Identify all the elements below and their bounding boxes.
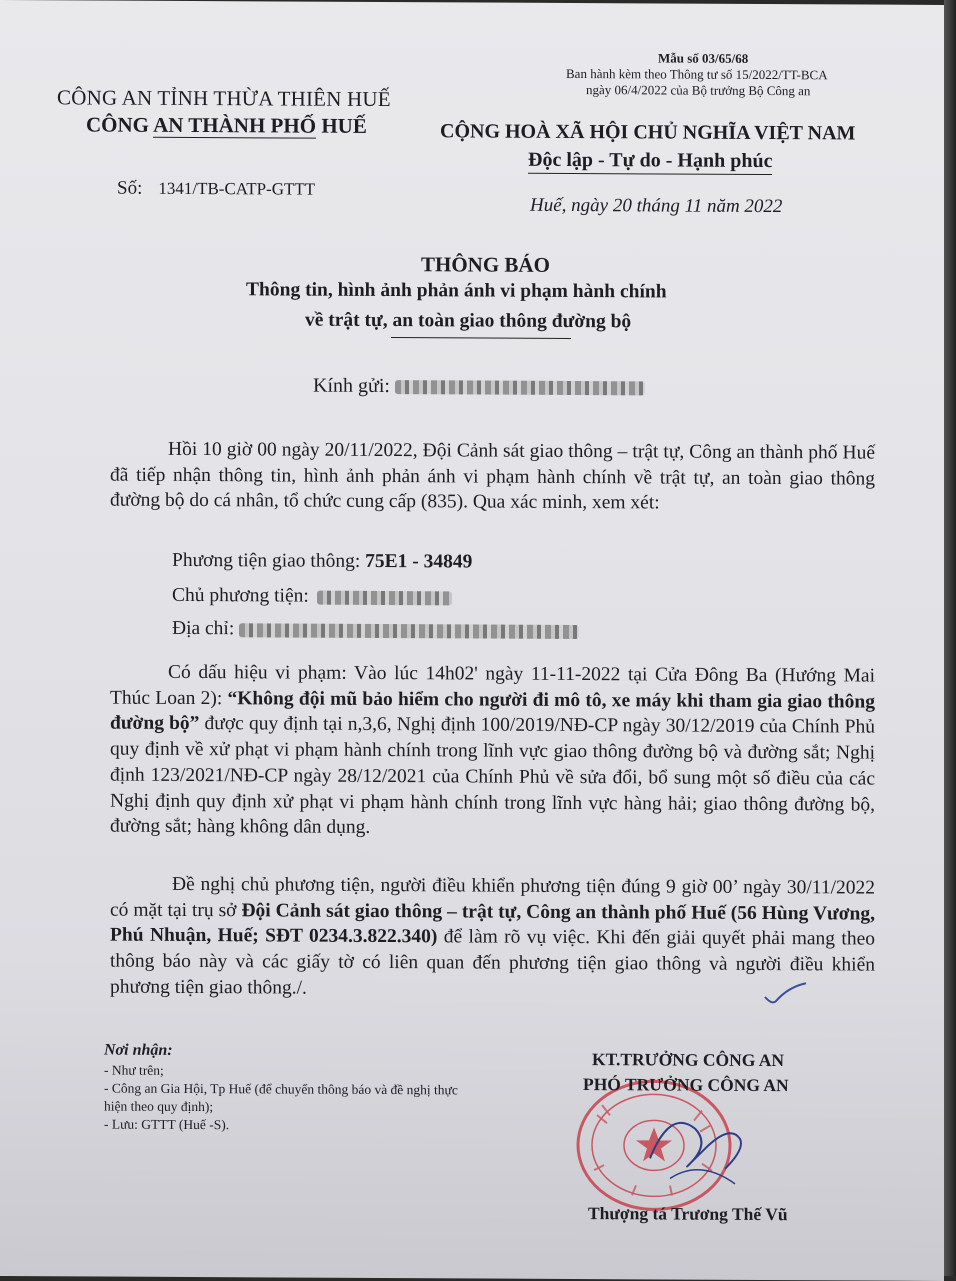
office-address: Đội Cảnh sát giao thông – trật tự, Công an thành phố Huế (56 Hùng Vương, Phú Nhuận, Huế; SĐT 0234.3.822.340)	[110, 899, 875, 948]
vehicle-plate: 75E1 - 34849	[365, 550, 473, 573]
recipients-heading: Nơi nhận:	[104, 1041, 173, 1059]
document-subtitle-line1: Thông tin, hình ảnh phản ánh vi phạm hành chính	[246, 279, 667, 303]
signature-title-line1: KT.TRƯỞNG CÔNG AN	[592, 1049, 785, 1071]
address-label: Địa chỉ:	[172, 617, 240, 640]
org-unit: CÔNG AN THÀNH PHỐ HUẾ	[86, 112, 367, 138]
nation-title: CỘNG HOÀ XÃ HỘI CHỦ NGHĨA VIỆT NAM	[440, 120, 856, 145]
redacted-address	[239, 623, 579, 639]
place-date: Huế, ngày 20 tháng 11 năm 2022	[530, 194, 783, 218]
recipients-item: - Công an Gia Hội, Tp Huế (để chuyển thông báo và đề nghị thực hiện theo quy định);	[104, 1080, 458, 1115]
document-number-label: Số:	[117, 177, 143, 199]
signature-title-line2: PHÓ TRƯỞNG CÔNG AN	[583, 1074, 789, 1096]
recipient-line	[313, 375, 645, 400]
recipient-label: Kính gửi:	[313, 374, 395, 398]
recipients-list	[104, 1062, 484, 1136]
address-line	[172, 618, 579, 642]
owner-label: Chủ phương tiện:	[172, 584, 309, 607]
recipients-item: - Lưu: GTTT (Huế -S).	[104, 1116, 230, 1133]
request-paragraph: Đề nghị chủ phương tiện, người điều khiển phương tiện đúng 9 giờ 00’ ngày 30/11/2022 có mặt tại trụ sở Đội Cảnh sát giao thông – trật tự, Công an thành phố Huế (56 Hùng Vương, Phú Nhuận, Huế; SĐT 0234.3.822.340) để làm rõ vụ việc. Khi đến giải quyết phải mang theo thông báo này và các giấy tờ có liên quan đến phương tiện giao thông và người điều khiển phương tiện giao thông./.	[110, 873, 875, 999]
redacted-owner	[317, 590, 452, 605]
recipients-item: - Như trên;	[104, 1062, 164, 1078]
document-number	[117, 178, 315, 201]
owner-line	[172, 585, 452, 608]
vehicle-line	[172, 550, 472, 574]
violation-paragraph: Có dấu hiệu vi phạm: Vào lúc 14h02' ngày 11-11-2022 tại Cửa Đông Ba (Hướng Mai Thúc Loan 2): “Không đội mũ bảo hiểm cho người đi mô tô, xe máy khi tham gia giao thông đường bộ” được quy định tại n,3,6, Nghị định 100/2019/NĐ-CP ngày 30/12/2019 của Chính Phủ quy định về xử phạt vi phạm hành chính trong lĩnh vực giao thông đường bộ và đường sắt; Nghị định 123/2021/NĐ-CP ngày 28/12/2021 của Chính Phủ về sửa đổi, bổ sung một số điều của các Nghị định quy định xử phạt vi phạm hành chính trong lĩnh vực hàng hải; giao thông đường bộ, đường sắt; hàng không dân dụng.	[110, 661, 876, 839]
body-paragraph-1: Hồi 10 giờ 00 ngày 20/11/2022, Đội Cảnh sát giao thông – trật tự, Công an thành phố Huế đã tiếp nhận thông tin, hình ảnh phản ánh vi phạm hành chính về trật tự, an toàn giao thông đường bộ do cá nhân, tổ chức cung cấp (835). Qua xác minh, xem xét:	[110, 438, 875, 514]
subtitle-underline	[391, 337, 571, 339]
form-issuance-line2: ngày 06/4/2022 của Bộ trưởng Bộ Công an	[586, 82, 811, 99]
form-number: Mẫu số 03/65/68	[658, 50, 749, 66]
violation-description: “Không đội mũ bảo hiểm cho người đi mô tô, xe máy khi tham gia giao thông đường bộ”	[110, 687, 876, 735]
handwritten-signature	[640, 1088, 760, 1199]
document-subtitle-line2: về trật tự, an toàn giao thông đường bộ	[305, 309, 632, 333]
nation-motto: Độc lập - Tự do - Hạnh phúc	[528, 149, 772, 175]
redacted-recipient	[395, 380, 645, 395]
vehicle-label: Phương tiện giao thông:	[172, 549, 366, 572]
signer-name: Thượng tá Trương Thế Vũ	[588, 1203, 788, 1225]
document-number-value: 1341/TB-CATP-GTTT	[158, 178, 316, 199]
photo-background-edge	[944, 0, 956, 1276]
form-issuance-line1: Ban hành kèm theo Thông tư số 15/2022/TT-BCA	[566, 65, 828, 83]
handwritten-tick-mark	[760, 979, 810, 1009]
org-parent: CÔNG AN TỈNH THỪA THIÊN HUẾ	[57, 85, 391, 112]
document-title: THÔNG BÁO	[421, 252, 550, 277]
